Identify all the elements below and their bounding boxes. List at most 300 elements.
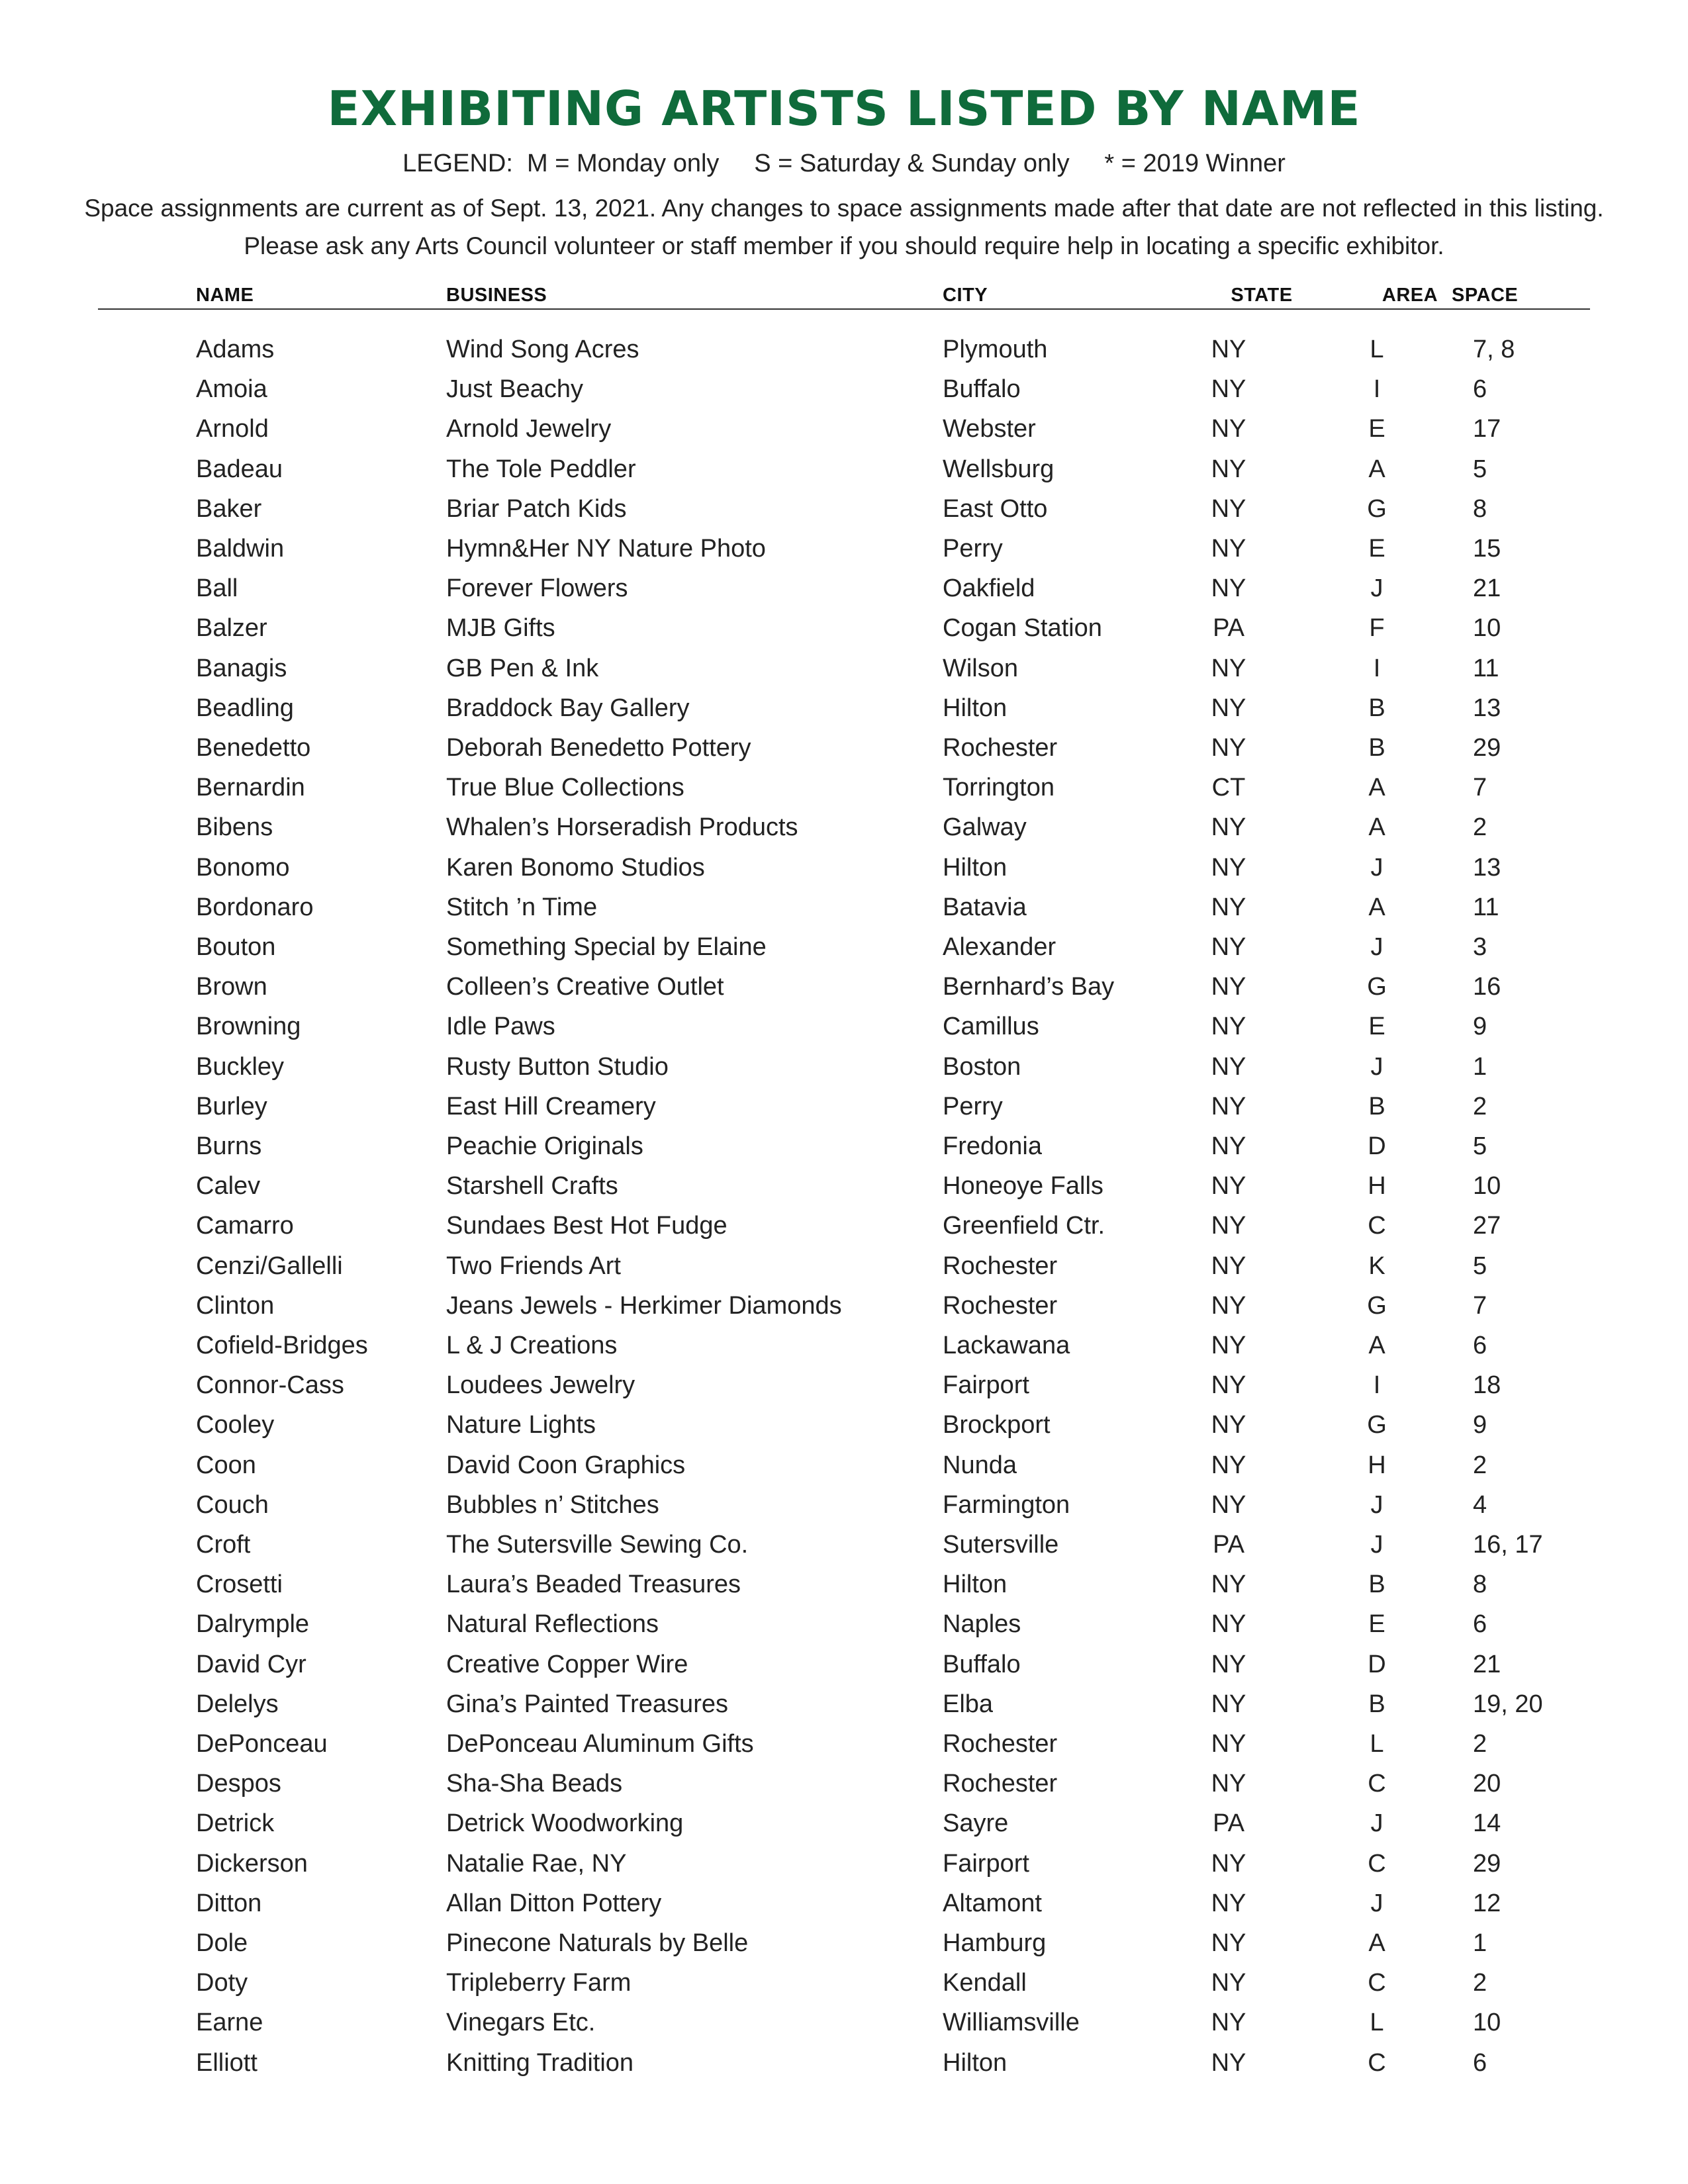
cell-state: NY	[1211, 336, 1246, 363]
cell-area: C	[1368, 1770, 1386, 1798]
cell-state: NY	[1211, 1411, 1246, 1439]
cell-area: D	[1368, 1132, 1386, 1160]
cell-city: Farmington	[943, 1490, 1070, 1519]
cell-area: G	[1367, 1411, 1387, 1439]
table-row	[0, 1007, 1688, 1046]
cell-space: 10	[1473, 614, 1501, 643]
cell-city: Cogan Station	[943, 614, 1102, 643]
cell-space: 27	[1473, 1212, 1501, 1240]
cell-space: 1	[1473, 1929, 1487, 1957]
cell-business: The Tole Peddler	[446, 455, 636, 483]
cell-state: NY	[1211, 494, 1246, 523]
cell-state: NY	[1211, 1332, 1246, 1359]
table-row	[0, 409, 1688, 449]
cell-space: 18	[1473, 1371, 1501, 1400]
cell-name: Brown	[196, 973, 267, 1001]
cell-space: 14	[1473, 1809, 1501, 1838]
table-row	[0, 2003, 1688, 2042]
cell-space: 1	[1473, 1052, 1487, 1081]
table-row	[0, 1365, 1688, 1405]
cell-name: Earne	[196, 2009, 263, 2037]
cell-business: Briar Patch Kids	[446, 494, 627, 523]
table-row	[0, 887, 1688, 927]
cell-state: NY	[1211, 893, 1246, 921]
cell-state: NY	[1211, 1570, 1246, 1599]
cell-area: B	[1368, 1690, 1385, 1718]
cell-business: Rusty Button Studio	[446, 1052, 669, 1081]
cell-city: Elba	[943, 1690, 994, 1718]
legend: LEGEND: M = Monday only S = Saturday & Sunday only * = 2019 Winner	[402, 150, 1286, 177]
cell-area: K	[1368, 1251, 1385, 1280]
column-header-state: STATE	[1231, 285, 1293, 306]
cell-space: 3	[1473, 933, 1487, 961]
cell-name: DePonceau	[196, 1730, 328, 1758]
cell-name: Bonomo	[196, 853, 290, 882]
cell-space: 20	[1473, 1770, 1501, 1798]
cell-area: A	[1368, 1929, 1385, 1957]
cell-area: G	[1367, 1291, 1387, 1320]
cell-area: G	[1367, 494, 1387, 523]
cell-name: Calev	[196, 1172, 261, 1201]
cell-name: Cofield-Bridges	[196, 1332, 368, 1359]
cell-name: Ditton	[196, 1889, 262, 1917]
cell-city: Buffalo	[943, 375, 1021, 404]
cell-space: 8	[1473, 1570, 1487, 1599]
cell-space: 6	[1473, 375, 1487, 404]
table-row	[0, 1445, 1688, 1485]
cell-city: Sayre	[943, 1809, 1009, 1838]
cell-space: 2	[1473, 1092, 1487, 1120]
cell-city: Fairport	[943, 1371, 1029, 1400]
cell-name: Browning	[196, 1013, 301, 1041]
cell-city: Kendall	[943, 1969, 1027, 1997]
cell-name: Bordonaro	[196, 893, 314, 921]
cell-area: C	[1368, 1212, 1386, 1240]
cell-city: Fredonia	[943, 1132, 1042, 1160]
cell-state: NY	[1211, 654, 1246, 682]
cell-state: NY	[1211, 1092, 1246, 1120]
cell-city: Williamsville	[943, 2009, 1080, 2037]
cell-space: 13	[1473, 694, 1501, 722]
cell-name: Buckley	[196, 1052, 285, 1081]
cell-space: 29	[1473, 734, 1501, 762]
cell-area: I	[1373, 375, 1381, 404]
cell-city: Webster	[943, 415, 1036, 443]
cell-city: Torrington	[943, 774, 1055, 802]
cell-space: 17	[1473, 415, 1501, 443]
cell-area: A	[1368, 455, 1385, 483]
cell-state: NY	[1211, 1490, 1246, 1519]
cell-state: NY	[1211, 1132, 1246, 1160]
cell-state: NY	[1211, 813, 1246, 842]
table-row	[0, 967, 1688, 1007]
cell-name: Cooley	[196, 1411, 275, 1439]
space-assignment-note: Space assignments are current as of Sept. 13, 2021. Any changes to space assignments made after that date are not reflected in this listing.	[84, 195, 1604, 222]
table-row	[0, 807, 1688, 847]
cell-name: Dickerson	[196, 1849, 308, 1878]
cell-state: NY	[1211, 2048, 1246, 2077]
cell-area: B	[1368, 1570, 1385, 1599]
cell-business: East Hill Creamery	[446, 1092, 656, 1120]
cell-name: Burley	[196, 1092, 267, 1120]
table-row	[0, 1246, 1688, 1286]
cell-name: Cenzi/Gallelli	[196, 1251, 343, 1280]
table-row	[0, 728, 1688, 768]
cell-state: NY	[1211, 1730, 1246, 1758]
cell-state: NY	[1211, 375, 1246, 404]
cell-business: Vinegars Etc.	[446, 2009, 596, 2037]
cell-business: Karen Bonomo Studios	[446, 853, 705, 882]
cell-state: NY	[1211, 1650, 1246, 1678]
cell-name: Beadling	[196, 694, 294, 722]
cell-state: NY	[1211, 734, 1246, 762]
cell-area: A	[1368, 774, 1385, 802]
cell-business: Braddock Bay Gallery	[446, 694, 690, 722]
cell-city: Wilson	[943, 654, 1019, 682]
table-row	[0, 1684, 1688, 1724]
cell-name: Elliott	[196, 2048, 258, 2077]
cell-area: E	[1368, 415, 1385, 443]
cell-city: Rochester	[943, 1291, 1058, 1320]
cell-business: Pinecone Naturals by Belle	[446, 1929, 749, 1957]
table-row	[0, 489, 1688, 529]
table-row	[0, 688, 1688, 728]
cell-area: L	[1370, 1730, 1384, 1758]
cell-space: 5	[1473, 1132, 1487, 1160]
cell-name: Arnold	[196, 415, 269, 443]
cell-business: Nature Lights	[446, 1411, 596, 1439]
cell-state: NY	[1211, 1849, 1246, 1878]
cell-name: Dalrymple	[196, 1610, 310, 1639]
cell-city: Plymouth	[943, 336, 1048, 363]
table-row	[0, 1087, 1688, 1126]
cell-city: Fairport	[943, 1849, 1029, 1878]
cell-state: NY	[1211, 1251, 1246, 1280]
table-row	[0, 529, 1688, 569]
cell-city: Batavia	[943, 893, 1027, 921]
column-header-area: AREA	[1382, 285, 1438, 306]
cell-area: C	[1368, 1849, 1386, 1878]
cell-state: PA	[1213, 1531, 1244, 1559]
cell-city: Galway	[943, 813, 1027, 842]
column-header-space: SPACE	[1452, 285, 1519, 306]
cell-city: Lackawana	[943, 1332, 1070, 1359]
table-header	[98, 285, 1581, 316]
cell-business: Detrick Woodworking	[446, 1809, 684, 1838]
cell-area: J	[1370, 1809, 1383, 1838]
cell-name: Baker	[196, 494, 262, 523]
cell-area: E	[1368, 1013, 1385, 1041]
table-row	[0, 1884, 1688, 1923]
cell-name: Ball	[196, 574, 238, 603]
cell-space: 6	[1473, 1610, 1487, 1639]
cell-space: 13	[1473, 853, 1501, 882]
cell-city: Naples	[943, 1610, 1021, 1639]
cell-state: NY	[1211, 1052, 1246, 1081]
cell-name: Despos	[196, 1770, 281, 1798]
table-row	[0, 1525, 1688, 1565]
cell-area: F	[1369, 614, 1385, 643]
cell-state: NY	[1211, 1371, 1246, 1400]
cell-space: 21	[1473, 1650, 1501, 1678]
cell-state: NY	[1211, 1451, 1246, 1479]
cell-city: Boston	[943, 1052, 1021, 1081]
table-row	[0, 1645, 1688, 1684]
cell-space: 12	[1473, 1889, 1501, 1917]
cell-business: Sundaes Best Hot Fudge	[446, 1212, 727, 1240]
cell-space: 7	[1473, 1291, 1487, 1320]
cell-area: J	[1370, 853, 1383, 882]
cell-space: 11	[1473, 654, 1499, 682]
cell-area: L	[1370, 336, 1384, 363]
cell-space: 8	[1473, 494, 1487, 523]
cell-area: G	[1367, 973, 1387, 1001]
cell-city: Hilton	[943, 2048, 1008, 2077]
cell-business: MJB Gifts	[446, 614, 555, 643]
cell-business: Gina’s Painted Treasures	[446, 1690, 728, 1718]
cell-name: Banagis	[196, 654, 287, 682]
cell-state: PA	[1213, 614, 1244, 643]
table-row	[0, 2043, 1688, 2083]
cell-business: Starshell Crafts	[446, 1172, 618, 1201]
cell-state: NY	[1211, 1690, 1246, 1718]
cell-city: Rochester	[943, 1251, 1058, 1280]
cell-area: J	[1370, 1889, 1383, 1917]
cell-state: NY	[1211, 415, 1246, 443]
cell-city: Hilton	[943, 1570, 1008, 1599]
table-row	[0, 848, 1688, 887]
cell-state: NY	[1211, 1212, 1246, 1240]
cell-state: NY	[1211, 853, 1246, 882]
cell-state: NY	[1211, 1610, 1246, 1639]
cell-business: Just Beachy	[446, 375, 583, 404]
cell-city: Greenfield Ctr.	[943, 1212, 1105, 1240]
cell-business: Deborah Benedetto Pottery	[446, 734, 751, 762]
cell-space: 11	[1473, 893, 1499, 921]
table-row	[0, 1565, 1688, 1604]
table-row	[0, 1485, 1688, 1525]
cell-business: Two Friends Art	[446, 1251, 621, 1280]
cell-state: NY	[1211, 1770, 1246, 1798]
cell-area: I	[1373, 1371, 1381, 1400]
cell-name: Coon	[196, 1451, 256, 1479]
cell-area: L	[1370, 2009, 1384, 2037]
help-note: Please ask any Arts Council volunteer or staff member if you should require help in locating a specific exhibitor.	[244, 232, 1444, 259]
cell-name: Connor-Cass	[196, 1371, 344, 1400]
cell-city: Buffalo	[943, 1650, 1021, 1678]
table-row	[0, 649, 1688, 688]
cell-state: NY	[1211, 574, 1246, 603]
cell-city: Alexander	[943, 933, 1056, 961]
cell-name: Delelys	[196, 1690, 279, 1718]
cell-business: Natural Reflections	[446, 1610, 659, 1639]
table-row	[0, 1047, 1688, 1087]
cell-state: NY	[1211, 1291, 1246, 1320]
cell-name: Doty	[196, 1969, 248, 1997]
cell-business: Something Special by Elaine	[446, 933, 767, 961]
cell-space: 16, 17	[1473, 1531, 1543, 1559]
column-header-city: CITY	[943, 285, 988, 306]
cell-business: Stitch ’n Time	[446, 893, 598, 921]
cell-city: Bernhard’s Bay	[943, 973, 1115, 1001]
cell-city: Sutersville	[943, 1531, 1059, 1559]
cell-state: CT	[1211, 774, 1246, 802]
cell-area: J	[1370, 1531, 1383, 1559]
cell-space: 7	[1473, 774, 1487, 802]
cell-area: D	[1368, 1650, 1386, 1678]
cell-business: The Sutersville Sewing Co.	[446, 1531, 749, 1559]
cell-area: H	[1368, 1172, 1386, 1201]
cell-city: Rochester	[943, 1770, 1058, 1798]
cell-name: Burns	[196, 1132, 262, 1160]
cell-city: Hilton	[943, 853, 1008, 882]
cell-space: 2	[1473, 1969, 1487, 1997]
table-row	[0, 1126, 1688, 1166]
cell-name: Bibens	[196, 813, 273, 842]
cell-business: Whalen’s Horseradish Products	[446, 813, 798, 842]
cell-area: E	[1368, 535, 1385, 563]
cell-space: 21	[1473, 574, 1501, 603]
cell-space: 15	[1473, 535, 1501, 563]
cell-business: Tripleberry Farm	[446, 1969, 632, 1997]
cell-business: Bubbles n’ Stitches	[446, 1490, 659, 1519]
cell-city: Nunda	[943, 1451, 1017, 1479]
table-row	[0, 369, 1688, 409]
cell-space: 6	[1473, 2048, 1487, 2077]
cell-state: PA	[1213, 1809, 1244, 1838]
cell-area: B	[1368, 734, 1385, 762]
cell-name: Baldwin	[196, 535, 285, 563]
table-row	[0, 1844, 1688, 1884]
cell-space: 9	[1473, 1013, 1487, 1041]
cell-city: Rochester	[943, 734, 1058, 762]
cell-area: J	[1370, 1052, 1383, 1081]
table-row	[0, 1206, 1688, 1246]
cell-area: J	[1370, 574, 1383, 603]
cell-name: Benedetto	[196, 734, 311, 762]
column-header-business: BUSINESS	[446, 285, 547, 306]
cell-name: Adams	[196, 336, 275, 363]
cell-state: NY	[1211, 694, 1246, 722]
cell-space: 2	[1473, 1730, 1487, 1758]
cell-area: J	[1370, 1490, 1383, 1519]
cell-space: 16	[1473, 973, 1501, 1001]
cell-business: GB Pen & Ink	[446, 654, 599, 682]
cell-name: David Cyr	[196, 1650, 306, 1678]
cell-city: Altamont	[943, 1889, 1042, 1917]
cell-area: I	[1373, 654, 1381, 682]
column-header-name: NAME	[196, 285, 254, 306]
cell-name: Balzer	[196, 614, 267, 643]
cell-city: East Otto	[943, 494, 1048, 523]
table-row	[0, 1923, 1688, 1963]
cell-state: NY	[1211, 2009, 1246, 2037]
table-row	[0, 1166, 1688, 1206]
cell-area: C	[1368, 1969, 1386, 1997]
cell-city: Brockport	[943, 1411, 1051, 1439]
cell-name: Bernardin	[196, 774, 305, 802]
cell-business: Forever Flowers	[446, 574, 628, 603]
table-row	[0, 1326, 1688, 1365]
table-row	[0, 1803, 1688, 1843]
cell-state: NY	[1211, 1013, 1246, 1041]
cell-state: NY	[1211, 455, 1246, 483]
cell-state: NY	[1211, 933, 1246, 961]
cell-city: Wellsburg	[943, 455, 1055, 483]
cell-city: Perry	[943, 1092, 1003, 1120]
table-row	[0, 1405, 1688, 1445]
cell-space: 19, 20	[1473, 1690, 1543, 1718]
table-row	[0, 608, 1688, 648]
cell-business: L & J Creations	[446, 1332, 618, 1359]
cell-area: B	[1368, 1092, 1385, 1120]
table-row	[0, 449, 1688, 489]
cell-name: Camarro	[196, 1212, 294, 1240]
cell-name: Badeau	[196, 455, 283, 483]
cell-business: Colleen’s Creative Outlet	[446, 973, 724, 1001]
cell-business: Allan Ditton Pottery	[446, 1889, 662, 1917]
cell-name: Couch	[196, 1490, 269, 1519]
page-title: EXHIBITING ARTISTS LISTED BY NAME	[327, 81, 1361, 136]
cell-space: 2	[1473, 813, 1487, 842]
cell-area: H	[1368, 1451, 1386, 1479]
cell-business: Laura’s Beaded Treasures	[446, 1570, 741, 1599]
cell-space: 5	[1473, 1251, 1487, 1280]
table-row	[0, 1604, 1688, 1644]
table-row	[0, 330, 1688, 369]
cell-business: Idle Paws	[446, 1013, 555, 1041]
cell-area: A	[1368, 1332, 1385, 1359]
cell-name: Crosetti	[196, 1570, 283, 1599]
table-row	[0, 927, 1688, 967]
table-row	[0, 1764, 1688, 1803]
cell-area: A	[1368, 813, 1385, 842]
cell-state: NY	[1211, 1889, 1246, 1917]
cell-space: 6	[1473, 1332, 1487, 1359]
cell-area: C	[1368, 2048, 1386, 2077]
cell-name: Detrick	[196, 1809, 275, 1838]
table-row	[0, 768, 1688, 807]
cell-city: Rochester	[943, 1730, 1058, 1758]
cell-name: Clinton	[196, 1291, 275, 1320]
cell-business: Natalie Rae, NY	[446, 1849, 627, 1878]
cell-business: Sha-Sha Beads	[446, 1770, 623, 1798]
cell-city: Oakfield	[943, 574, 1035, 603]
table-row	[0, 1286, 1688, 1326]
table-row	[0, 569, 1688, 608]
cell-state: NY	[1211, 1172, 1246, 1201]
cell-business: Arnold Jewelry	[446, 415, 612, 443]
cell-state: NY	[1211, 1929, 1246, 1957]
table-row	[0, 1963, 1688, 2003]
cell-business: David Coon Graphics	[446, 1451, 686, 1479]
cell-business: Loudees Jewelry	[446, 1371, 635, 1400]
cell-name: Bouton	[196, 933, 276, 961]
cell-state: NY	[1211, 535, 1246, 563]
cell-area: A	[1368, 893, 1385, 921]
cell-city: Hilton	[943, 694, 1008, 722]
cell-business: Peachie Originals	[446, 1132, 643, 1160]
cell-area: J	[1370, 933, 1383, 961]
cell-space: 29	[1473, 1849, 1501, 1878]
cell-business: Wind Song Acres	[446, 336, 639, 363]
cell-business: Creative Copper Wire	[446, 1650, 688, 1678]
cell-business: Knitting Tradition	[446, 2048, 634, 2077]
cell-space: 2	[1473, 1451, 1487, 1479]
cell-city: Perry	[943, 535, 1003, 563]
cell-space: 10	[1473, 2009, 1501, 2037]
header-divider	[98, 308, 1590, 310]
